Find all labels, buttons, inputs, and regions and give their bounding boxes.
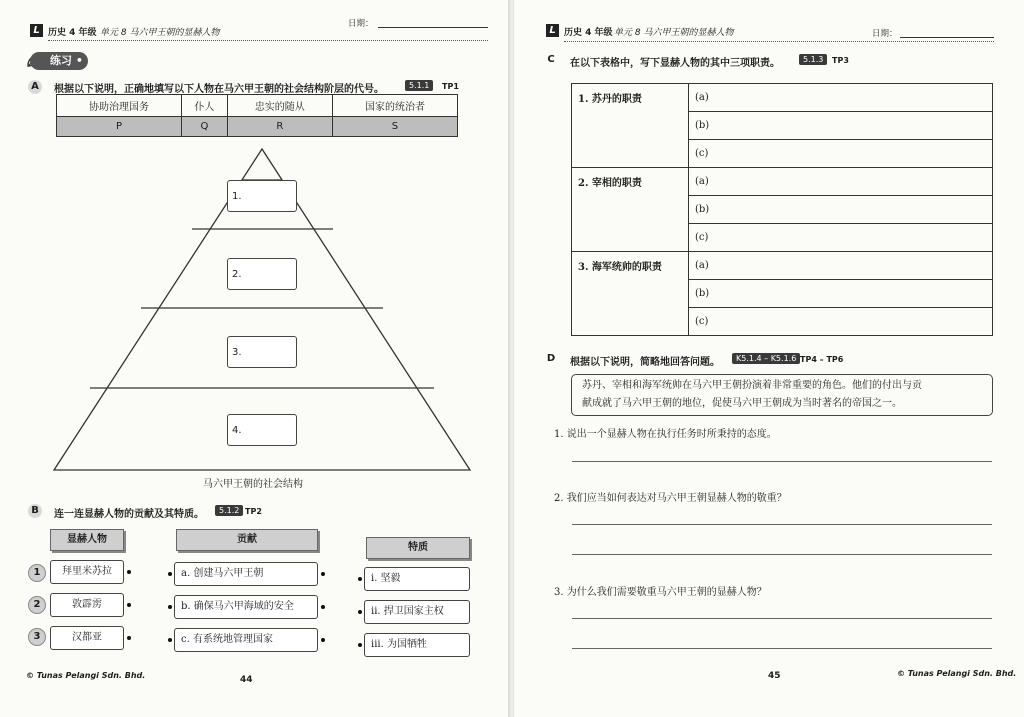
connector-dot[interactable] — [168, 572, 172, 576]
connector-dot[interactable] — [127, 570, 131, 574]
section-d-tp: TP4 – TP6 — [800, 355, 844, 364]
section-d-letter: D — [546, 353, 556, 364]
code-cell: S — [332, 117, 457, 137]
code-label-cell: 仆人 — [182, 95, 228, 117]
trait-box-ii: ii. 捍卫国家主权 — [364, 600, 470, 624]
page-number: 44 — [240, 675, 253, 685]
section-c-tag: 5.1.3 — [799, 54, 827, 65]
answer-line[interactable] — [572, 617, 992, 619]
section-c-tp: TP3 — [832, 56, 849, 65]
header-figures: 显赫人物 — [50, 529, 124, 551]
date-line[interactable] — [378, 26, 488, 28]
question-2: 2. 我们应当如何表达对马六甲王朝显赫人物的敬重？ — [554, 493, 787, 504]
page-number: 45 — [768, 671, 781, 681]
section-a-letter: A — [28, 80, 42, 94]
code-cell: P — [57, 117, 182, 137]
connector-dot[interactable] — [321, 638, 325, 642]
pyramid-answer-box-2[interactable]: 2. — [227, 258, 297, 290]
question-3: 3. 为什么我们需要敬重马六甲王朝的显赫人物？ — [554, 587, 767, 598]
code-cell: Q — [182, 117, 228, 137]
trait-box-iii: iii. 为国牺牲 — [364, 633, 470, 657]
connector-dot[interactable] — [358, 577, 362, 581]
duty-answer-cell[interactable]: (c) — [689, 140, 993, 168]
code-label-cell: 忠实的随从 — [227, 95, 332, 117]
role-cell-bendahara: 2. 宰相的职责 — [572, 168, 689, 252]
right-page — [514, 0, 1024, 717]
publisher-logo: L — [30, 24, 43, 37]
answer-line[interactable] — [572, 647, 992, 649]
code-label-cell: 协助治理国务 — [57, 95, 182, 117]
duty-answer-cell[interactable]: (a) — [689, 84, 993, 112]
header-contributions: 贡献 — [176, 529, 318, 551]
duty-answer-cell[interactable]: (b) — [689, 112, 993, 140]
date-label: 日期： — [872, 29, 898, 39]
section-d-tag: K5.1.4 – K5.1.6 — [732, 353, 800, 364]
role-cell-sultan: 1. 苏丹的职责 — [572, 84, 689, 168]
contribution-box-c: c. 有系统地管理国家 — [174, 628, 318, 652]
copyright-footer: © Tunas Pelangi Sdn. Bhd. — [897, 669, 1017, 678]
header-unit: 单元 8 马六甲王朝的显赫人物 — [614, 28, 734, 38]
question-1: 1. 说出一个显赫人物在执行任务时所秉持的态度。 — [554, 429, 777, 440]
header-traits: 特质 — [366, 537, 470, 559]
figure-number-3: 3 — [28, 628, 46, 646]
contribution-box-b: b. 确保马六甲海域的安全 — [174, 595, 318, 619]
copyright-footer: © Tunas Pelangi Sdn. Bhd. — [26, 671, 146, 680]
connector-dot[interactable] — [321, 572, 325, 576]
exercise-badge: 练习 • — [30, 52, 88, 70]
section-d-instruction: 根据以下说明，简略地回答问题。 — [570, 357, 720, 368]
date-line[interactable] — [900, 36, 994, 38]
publisher-logo: L — [546, 24, 559, 37]
code-label-cell: 国家的统治者 — [332, 95, 457, 117]
pyramid-answer-box-4[interactable]: 4. — [227, 414, 297, 446]
connector-dot[interactable] — [358, 610, 362, 614]
duty-answer-cell[interactable]: (b) — [689, 196, 993, 224]
duty-answer-cell[interactable]: (c) — [689, 308, 993, 336]
date-label: 日期： — [348, 19, 374, 29]
header-grade: 历史 4 年级 — [564, 28, 613, 38]
context-quote-box — [571, 374, 993, 416]
exercise-label: 练习 — [50, 54, 72, 67]
duties-table — [571, 83, 993, 336]
connector-dot[interactable] — [321, 605, 325, 609]
duty-answer-cell[interactable]: (a) — [689, 168, 993, 196]
duty-answer-cell[interactable]: (a) — [689, 252, 993, 280]
duty-answer-cell[interactable]: (c) — [689, 224, 993, 252]
section-b-letter: B — [28, 504, 42, 518]
quote-line: 苏丹、宰相和海军统帅在马六甲王朝扮演着非常重要的角色。他们的付出与贡 — [582, 380, 922, 391]
section-a-tag: 5.1.1 — [405, 80, 433, 91]
answer-line[interactable] — [572, 553, 992, 555]
answer-line[interactable] — [572, 523, 992, 525]
section-a-instruction: 根据以下说明，正确地填写以下人物在马六甲王朝的社会结构阶层的代号。 — [54, 84, 384, 95]
pyramid-answer-box-3[interactable]: 3. — [227, 336, 297, 368]
section-c-letter: C — [547, 54, 555, 65]
figure-box-2: 敦霹雳 — [50, 593, 124, 617]
figure-box-3: 汉都亚 — [50, 626, 124, 650]
header-divider — [564, 40, 994, 42]
quote-line: 献成就了马六甲王朝的地位，促使马六甲王朝成为当时著名的帝国之一。 — [582, 398, 902, 409]
answer-line[interactable] — [572, 460, 992, 462]
connector-dot[interactable] — [168, 638, 172, 642]
role-cell-laksamana: 3. 海军统帅的职责 — [572, 252, 689, 336]
figure-box-1: 拜里米苏拉 — [50, 560, 124, 584]
pyramid-answer-box-1[interactable]: 1. — [227, 180, 297, 212]
pyramid-caption: 马六甲王朝的社会结构 — [203, 479, 303, 490]
header-grade: 历史 4 年级 — [48, 28, 97, 38]
figure-number-1: 1 — [28, 564, 46, 582]
left-page — [0, 0, 510, 717]
connector-dot[interactable] — [168, 605, 172, 609]
section-b-tp: TP2 — [245, 507, 262, 516]
section-b-instruction: 连一连显赫人物的贡献及其特质。 — [54, 509, 204, 520]
connector-dot[interactable] — [127, 636, 131, 640]
contribution-box-a: a. 创建马六甲王朝 — [174, 562, 318, 586]
header-divider — [48, 39, 488, 41]
connector-dot[interactable] — [127, 603, 131, 607]
code-table — [56, 94, 458, 137]
connector-dot[interactable] — [358, 643, 362, 647]
trait-box-i: i. 坚毅 — [364, 567, 470, 591]
section-a-tp: TP1 — [442, 82, 459, 91]
code-cell: R — [227, 117, 332, 137]
figure-number-2: 2 — [28, 596, 46, 614]
duty-answer-cell[interactable]: (b) — [689, 280, 993, 308]
section-c-instruction: 在以下表格中，写下显赫人物的其中三项职责。 — [570, 58, 780, 69]
section-b-tag: 5.1.2 — [215, 505, 243, 516]
header-unit: 单元 8 马六甲王朝的显赫人物 — [100, 28, 220, 38]
